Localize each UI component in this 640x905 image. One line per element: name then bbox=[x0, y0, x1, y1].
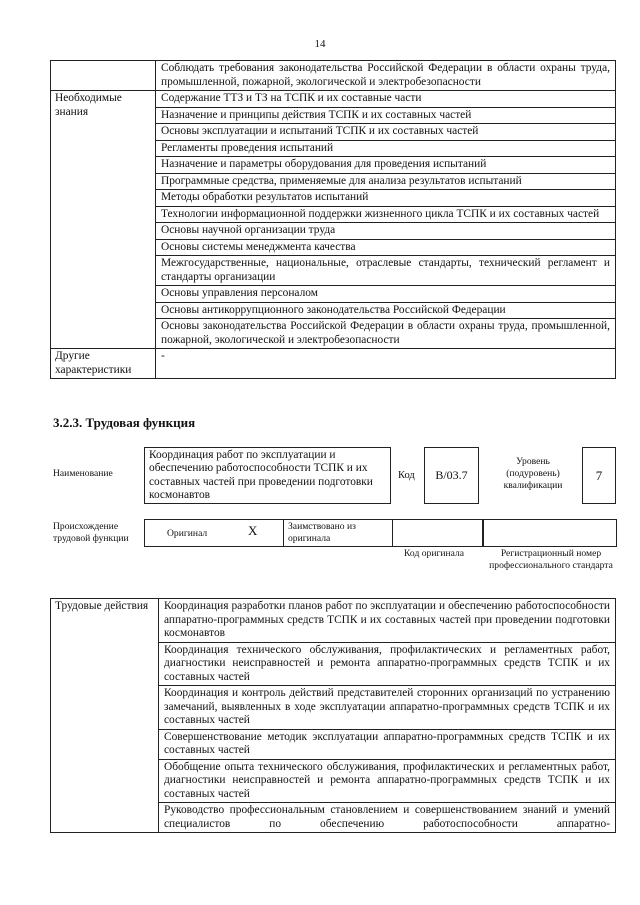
original-cell bbox=[144, 519, 283, 547]
code-original-caption: Код оригинала bbox=[404, 548, 465, 559]
knowledge-item: Основы законодательства Российской Федерации в области охраны труда, промышленной, пожарной, экологической и электробезопасности bbox=[156, 319, 616, 349]
knowledge-item: Основы системы менеджмента качества bbox=[156, 239, 616, 256]
other-characteristics-value: - bbox=[156, 349, 616, 379]
labor-action-item: Координация разработки планов работ по эксплуатации и обеспечению работоспособности аппаратно-программных средств ТСПК и их составных частей при проведении подготовки космонавтов bbox=[159, 599, 616, 643]
knowledge-item: Регламенты проведения испытаний bbox=[156, 140, 616, 157]
page-number: 14 bbox=[314, 38, 326, 50]
labor-action-item: Координация технического обслуживания, профилактических и регламентных работ, диагностики неисправностей и ремонта аппаратно-программных средств ТСПК и их составных частей bbox=[159, 642, 616, 686]
original-label: Оригинал bbox=[167, 528, 208, 539]
requirement-cell: Соблюдать требования законодательства Российской Федерации в области охраны труда, промышленной, пожарной, экологической и электробезопасности bbox=[156, 61, 616, 91]
reg-number-cell bbox=[483, 519, 617, 547]
table-row bbox=[51, 91, 616, 108]
code-original-cell bbox=[393, 519, 483, 547]
other-characteristics-header: Другие характеристики bbox=[51, 349, 156, 379]
function-name-box: Координация работ по эксплуатации и обеспечению работоспособности ТСПК и их составных частей при проведении подготовки космонавтов bbox=[144, 447, 391, 504]
labor-actions-header: Трудовые действия bbox=[51, 599, 159, 833]
table-row bbox=[51, 61, 616, 91]
section-title: 3.2.3. Трудовая функция bbox=[53, 415, 196, 430]
qualification-level-label: Уровень (подуровень) квалификации bbox=[503, 456, 563, 491]
table-row bbox=[51, 599, 616, 643]
qualification-level-box: 7 bbox=[582, 447, 616, 504]
empty-header-cell bbox=[51, 61, 156, 91]
labor-action-item: Совершенствование методик эксплуатации аппаратно-программных средств ТСПК и их составных частей bbox=[159, 729, 616, 759]
knowledge-item: Назначение и принципы действия ТСПК и их составных частей bbox=[156, 107, 616, 124]
name-label: Наименование bbox=[53, 468, 113, 479]
original-mark: X bbox=[248, 523, 258, 538]
knowledge-item: Методы обработки результатов испытаний bbox=[156, 190, 616, 207]
code-label: Код bbox=[398, 470, 415, 481]
origin-label: Происхождение трудовой функции bbox=[53, 521, 129, 544]
knowledge-item: Основы управления персоналом bbox=[156, 286, 616, 303]
labor-action-item: Координация и контроль действий представителей сторонних организаций по устранению замечаний, выявленных в ходе эксплуатации аппаратно-программных средств ТСПК и их составных частей bbox=[159, 686, 616, 730]
knowledge-item: Содержание ТТЗ и ТЗ на ТСПК и их составные части bbox=[156, 91, 616, 108]
labor-action-item: Обобщение опыта технического обслуживания, профилактических и регламентных работ, диагностики неисправностей и ремонта аппаратно-программных средств ТСПК и их составных частей bbox=[159, 759, 616, 803]
borrowed-label: Заимствовано из оригинала bbox=[288, 521, 356, 544]
knowledge-item: Технологии информационной поддержки жизненного цикла ТСПК и их составных частей bbox=[156, 206, 616, 223]
knowledge-table bbox=[50, 60, 616, 379]
table-row bbox=[51, 349, 616, 379]
knowledge-header: Необходимые знания bbox=[51, 91, 156, 349]
labor-action-item: Руководство профессиональным становлением и совершенствованием знаний и умений специалистов по обеспечению работоспособности аппаратно- bbox=[159, 803, 616, 833]
reg-number-caption: Регистрационный номер профессионального стандарта bbox=[489, 548, 613, 571]
knowledge-item: Межгосударственные, национальные, отраслевые стандарты, технический регламент и стандарты организации bbox=[156, 256, 616, 286]
knowledge-item: Назначение и параметры оборудования для проведения испытаний bbox=[156, 157, 616, 174]
knowledge-item: Основы научной организации труда bbox=[156, 223, 616, 240]
knowledge-item: Основы эксплуатации и испытаний ТСПК и их составных частей bbox=[156, 124, 616, 141]
function-code-box: В/03.7 bbox=[424, 447, 479, 504]
knowledge-item: Основы антикоррупционного законодательства Российской Федерации bbox=[156, 302, 616, 319]
knowledge-item: Программные средства, применяемые для анализа результатов испытаний bbox=[156, 173, 616, 190]
labor-actions-table bbox=[50, 598, 616, 833]
borrowed-cell bbox=[283, 519, 393, 547]
